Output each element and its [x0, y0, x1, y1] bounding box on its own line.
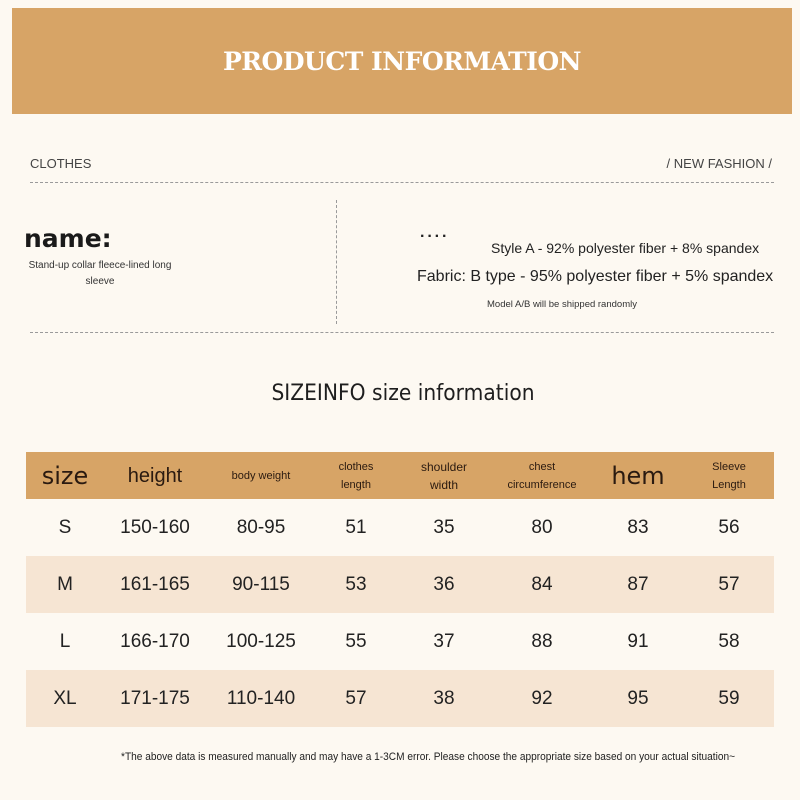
- size-section-title: SIZEINFO size information: [271, 381, 535, 406]
- cell-body-weight: 90-115: [232, 573, 290, 595]
- table-row: [26, 613, 774, 670]
- cell-chest: 88: [531, 630, 553, 652]
- category-tag: CLOTHES: [30, 156, 92, 171]
- fashion-tag: / NEW FASHION /: [666, 156, 772, 171]
- cell-shoulder-width: 37: [433, 630, 455, 652]
- header-body-weight: body weight: [231, 469, 291, 482]
- cell-size: XL: [53, 687, 77, 709]
- cell-height: 150-160: [120, 516, 190, 538]
- cell-body-weight: 110-140: [226, 687, 296, 709]
- cell-chest: 92: [531, 687, 553, 709]
- table-header-row: [26, 452, 774, 499]
- cell-height: 171-175: [120, 687, 190, 709]
- cell-sleeve-length: 57: [718, 573, 740, 595]
- cell-size: L: [59, 630, 71, 652]
- cell-clothes-length: 57: [345, 687, 367, 709]
- shipping-note: Model A/B will be shipped randomly: [487, 299, 637, 310]
- cell-height: 161-165: [120, 573, 190, 595]
- table-row: [26, 556, 774, 613]
- measurement-footnote: *The above data is measured manually and may have a 1-3CM error. Please choose the appropriate size based on your actual situation~: [121, 751, 736, 763]
- divider-vertical: [336, 200, 337, 324]
- cell-chest: 80: [531, 516, 553, 538]
- cell-hem: 95: [627, 687, 649, 709]
- cell-hem: 87: [627, 573, 649, 595]
- cell-shoulder-width: 38: [433, 687, 455, 709]
- cell-hem: 91: [627, 630, 649, 652]
- header-hem: hem: [611, 461, 665, 490]
- cell-sleeve-length: 59: [718, 687, 740, 709]
- cell-shoulder-width: 35: [433, 516, 455, 538]
- header-height: height: [127, 464, 183, 487]
- table-row: [26, 499, 774, 556]
- cell-size: S: [58, 516, 72, 538]
- cell-body-weight: 80-95: [236, 516, 286, 538]
- product-name-value: Stand-up collar fleece-lined long sleeve: [28, 260, 172, 287]
- header-sleeve-length: Sleeve Length: [712, 460, 746, 491]
- cell-chest: 84: [531, 573, 553, 595]
- cell-shoulder-width: 36: [433, 573, 455, 595]
- cell-hem: 83: [627, 516, 649, 538]
- divider-top: [30, 182, 774, 183]
- header-banner: [12, 8, 792, 114]
- header-shoulder-width: shoulder width: [420, 459, 468, 492]
- product-name-label: name:: [24, 224, 112, 253]
- table-row: [26, 670, 774, 727]
- cell-sleeve-length: 56: [718, 516, 740, 538]
- fabric-style-b: Fabric: B type - 95% polyester fiber + 5% spandex: [417, 268, 774, 285]
- cell-height: 166-170: [120, 630, 190, 652]
- ellipsis-dots: ····: [420, 228, 450, 245]
- header-chest-circumference: chest circumference: [507, 460, 577, 491]
- size-table: [26, 452, 774, 727]
- divider-bottom: [30, 332, 774, 333]
- cell-clothes-length: 55: [345, 630, 367, 652]
- cell-clothes-length: 53: [345, 573, 367, 595]
- cell-sleeve-length: 58: [718, 630, 740, 652]
- cell-clothes-length: 51: [345, 516, 367, 538]
- page-title: PRODUCT INFORMATION: [222, 46, 582, 76]
- cell-body-weight: 100-125: [226, 630, 296, 652]
- cell-size: M: [57, 573, 73, 595]
- header-clothes-length: clothes length: [338, 460, 374, 491]
- header-size: size: [41, 461, 89, 490]
- fabric-style-a: Style A - 92% polyester fiber + 8% spandex: [491, 240, 760, 256]
